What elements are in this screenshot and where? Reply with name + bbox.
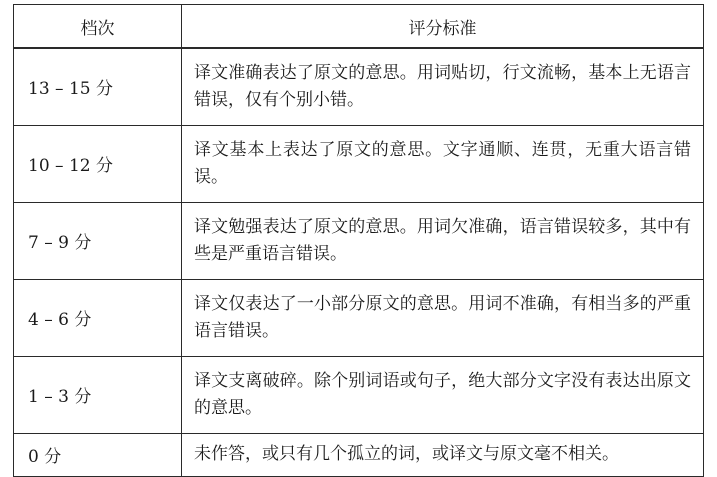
- table-body: [14, 48, 704, 476]
- level-cell: 1 – 3 分: [14, 356, 182, 433]
- table-header: [14, 5, 704, 49]
- table-row: [14, 48, 704, 125]
- criteria-cell: 译文基本上表达了原文的意思。文字通顺、连贯，无重大语言错误。: [182, 125, 704, 202]
- criteria-cell: 译文仅表达了一小部分原文的意思。用词不准确，有相当多的严重语言错误。: [182, 279, 704, 356]
- table-row: [14, 356, 704, 433]
- level-cell: 7 – 9 分: [14, 202, 182, 279]
- criteria-cell: 译文准确表达了原文的意思。用词贴切，行文流畅，基本上无语言错误，仅有个别小错。: [182, 48, 704, 125]
- criteria-cell: 译文勉强表达了原文的意思。用词欠准确，语言错误较多，其中有些是严重语言错误。: [182, 202, 704, 279]
- table-row: [14, 125, 704, 202]
- table-row: [14, 279, 704, 356]
- level-cell: 4 – 6 分: [14, 279, 182, 356]
- table-row: [14, 433, 704, 476]
- scoring-criteria-table: [13, 4, 704, 477]
- level-cell: 13 – 15 分: [14, 48, 182, 125]
- level-cell: 10 – 12 分: [14, 125, 182, 202]
- table-row: [14, 202, 704, 279]
- header-row: [14, 5, 704, 49]
- level-cell: 0 分: [14, 433, 182, 476]
- header-level: 档次: [14, 5, 182, 49]
- criteria-cell: 未作答，或只有几个孤立的词，或译文与原文毫不相关。: [182, 433, 704, 476]
- header-criteria: 评分标准: [182, 5, 704, 49]
- criteria-cell: 译文支离破碎。除个别词语或句子，绝大部分文字没有表达出原文的意思。: [182, 356, 704, 433]
